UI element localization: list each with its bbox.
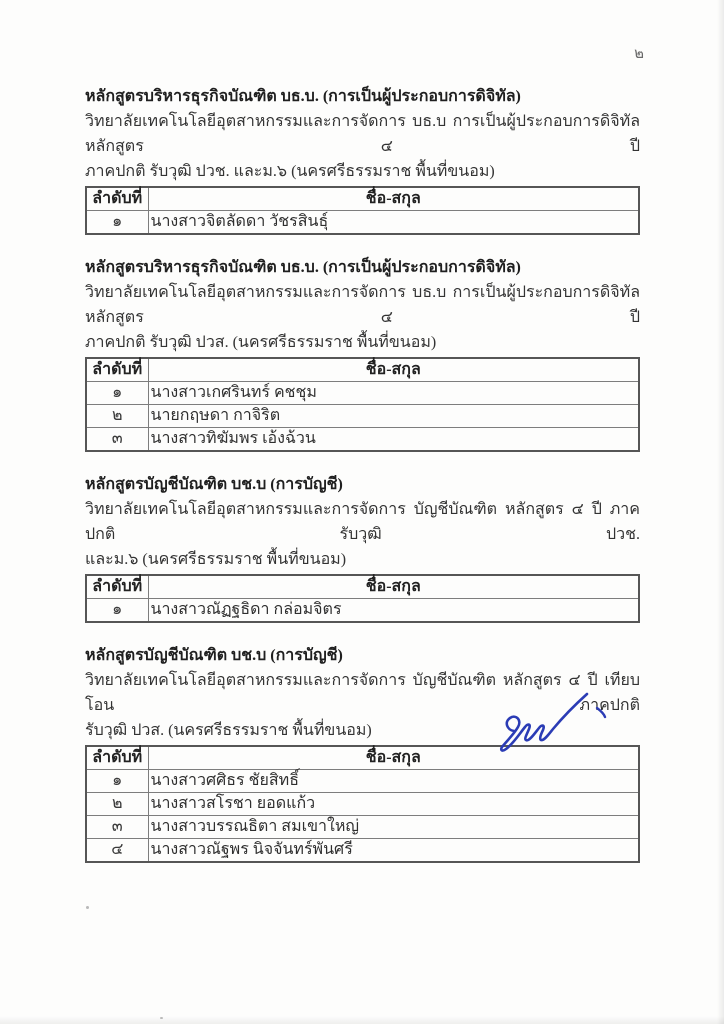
table-row bbox=[86, 839, 639, 863]
row-number-cell: ๒ bbox=[86, 793, 148, 816]
table-row bbox=[86, 816, 639, 839]
section-title: หลักสูตรบริหารธุรกิจบัณฑิต บธ.บ. (การเป็นผู้ประกอบการดิจิทัล) bbox=[85, 88, 521, 105]
header-cell-name: ชื่อ-สกุล bbox=[148, 746, 639, 770]
row-number-cell: ๑ bbox=[86, 599, 148, 623]
section-description bbox=[85, 109, 640, 184]
scan-speck bbox=[160, 1017, 163, 1019]
table-header-row bbox=[86, 575, 639, 599]
table-row bbox=[86, 428, 639, 452]
scan-edge-shadow bbox=[717, 0, 724, 1024]
student-name-cell: นางสาวสโรชา ยอดแก้ว bbox=[148, 793, 639, 816]
student-name-cell: นางสาวจิตลัดดา วัชรสินธุ์ bbox=[148, 211, 639, 235]
description-line: วิทยาลัยเทคโนโลยีอุตสาหกรรมและการจัดการ บัญชีบัณฑิต หลักสูตร ๔ ปี ภาคปกติ รับวุฒิ ปวช. bbox=[85, 501, 640, 543]
header-cell-name: ชื่อ-สกุล bbox=[148, 358, 639, 382]
row-number-cell: ๒ bbox=[86, 405, 148, 428]
section-program-2 bbox=[85, 255, 640, 452]
student-name-cell: นางสาวณัฏฐธิดา กล่อมจิตร bbox=[148, 599, 639, 623]
table-row bbox=[86, 211, 639, 235]
scan-edge-shadow bbox=[0, 1016, 724, 1024]
description-line: รับวุฒิ ปวส. (นครศรีธรรมราช พื้นที่ขนอม) bbox=[85, 722, 372, 739]
section-title: หลักสูตรบัญชีบัณฑิต บช.บ (การบัญชี) bbox=[85, 647, 343, 664]
table-row bbox=[86, 599, 639, 623]
roster-table bbox=[85, 745, 640, 863]
table-row bbox=[86, 770, 639, 793]
scan-speck bbox=[86, 906, 89, 909]
student-name-cell: นางสาวศศิธร ชัยสิทธิ์ bbox=[148, 770, 639, 793]
table-header-row bbox=[86, 358, 639, 382]
roster-table bbox=[85, 357, 640, 452]
student-name-cell: นายกฤษดา กาจิริต bbox=[148, 405, 639, 428]
description-line: ภาคปกติ รับวุฒิ ปวส. (นครศรีธรรมราช พื้นที่ขนอม) bbox=[85, 334, 437, 351]
page-number: ๒ bbox=[634, 46, 644, 62]
row-number-cell: ๔ bbox=[86, 839, 148, 863]
header-cell-no: ลำดับที่ bbox=[86, 746, 148, 770]
section-description bbox=[85, 668, 640, 743]
description-line: วิทยาลัยเทคโนโลยีอุตสาหกรรมและการจัดการ บธ.บ การเป็นผู้ประกอบการดิจิทัล หลักสูตร ๔ ปี bbox=[85, 284, 640, 326]
section-program-4 bbox=[85, 643, 640, 863]
section-program-1 bbox=[85, 84, 640, 235]
row-number-cell: ๓ bbox=[86, 428, 148, 452]
student-name-cell: นางสาวบรรณธิตา สมเขาใหญ่ bbox=[148, 816, 639, 839]
description-line: และม.๖ (นครศรีธรรมราช พื้นที่ขนอม) bbox=[85, 551, 347, 568]
row-number-cell: ๓ bbox=[86, 816, 148, 839]
header-cell-no: ลำดับที่ bbox=[86, 187, 148, 211]
student-name-cell: นางสาวเกศรินทร์ คชชุม bbox=[148, 382, 639, 405]
header-cell-no: ลำดับที่ bbox=[86, 358, 148, 382]
table-row bbox=[86, 405, 639, 428]
row-number-cell: ๑ bbox=[86, 770, 148, 793]
section-description bbox=[85, 280, 640, 355]
section-title: หลักสูตรบริหารธุรกิจบัณฑิต บธ.บ. (การเป็นผู้ประกอบการดิจิทัล) bbox=[85, 259, 521, 276]
student-name-cell: นางสาวณัฐพร นิจจันทร์พันศรี bbox=[148, 839, 639, 863]
student-name-cell: นางสาวทิฆัมพร เอ้งฉ้วน bbox=[148, 428, 639, 452]
description-line: ภาคปกติ รับวุฒิ ปวช. และม.๖ (นครศรีธรรมราช พื้นที่ขนอม) bbox=[85, 163, 495, 180]
roster-table bbox=[85, 574, 640, 623]
section-program-3 bbox=[85, 472, 640, 623]
description-line: วิทยาลัยเทคโนโลยีอุตสาหกรรมและการจัดการ บัญชีบัณฑิต หลักสูตร ๔ ปี เทียบโอน ภาคปกติ bbox=[85, 672, 640, 714]
table-header-row bbox=[86, 746, 639, 770]
description-line: วิทยาลัยเทคโนโลยีอุตสาหกรรมและการจัดการ บธ.บ การเป็นผู้ประกอบการดิจิทัล หลักสูตร ๔ ปี bbox=[85, 113, 640, 155]
roster-table bbox=[85, 186, 640, 235]
section-description bbox=[85, 497, 640, 572]
table-header-row bbox=[86, 187, 639, 211]
header-cell-no: ลำดับที่ bbox=[86, 575, 148, 599]
row-number-cell: ๑ bbox=[86, 382, 148, 405]
table-row bbox=[86, 382, 639, 405]
row-number-cell: ๑ bbox=[86, 211, 148, 235]
table-row bbox=[86, 793, 639, 816]
header-cell-name: ชื่อ-สกุล bbox=[148, 575, 639, 599]
header-cell-name: ชื่อ-สกุล bbox=[148, 187, 639, 211]
section-title: หลักสูตรบัญชีบัณฑิต บช.บ (การบัญชี) bbox=[85, 476, 343, 493]
